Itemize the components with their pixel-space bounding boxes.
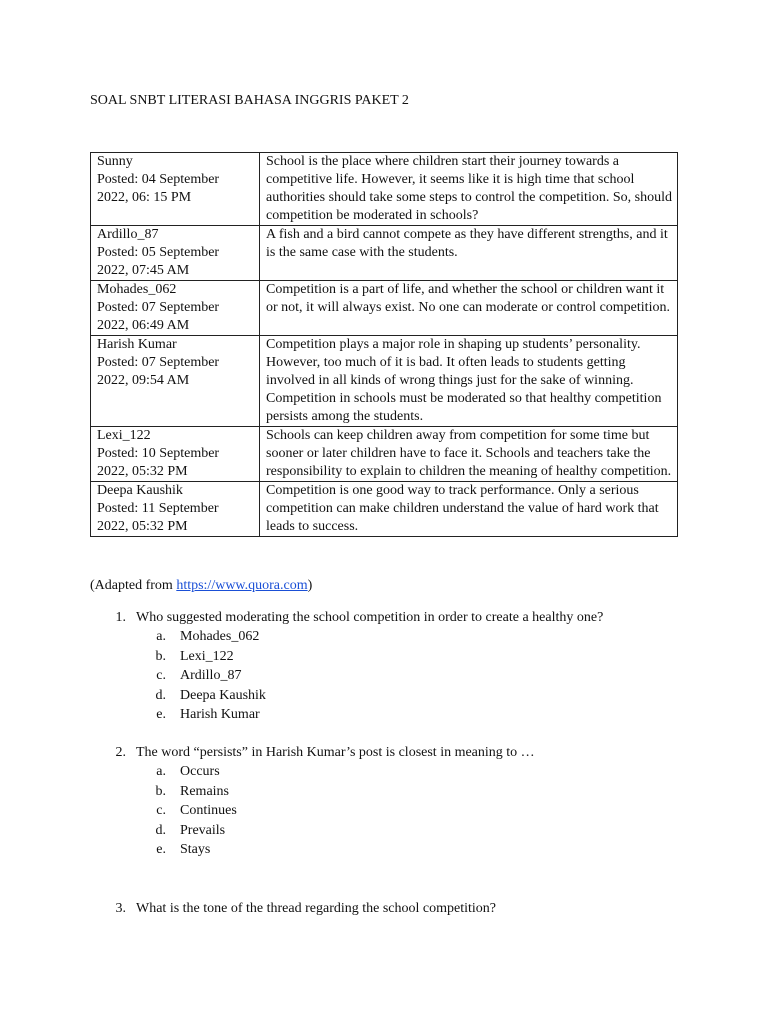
post-author-cell bbox=[91, 226, 260, 281]
option-text: Lexi_122 bbox=[180, 648, 234, 664]
option-letter: a. bbox=[156, 629, 166, 645]
option-letter: a. bbox=[156, 764, 166, 780]
table-row bbox=[91, 226, 678, 281]
page-title: SOAL SNBT LITERASI BAHASA INGGRIS PAKET 2 bbox=[90, 93, 409, 108]
post-author: Harish Kumar bbox=[97, 337, 177, 352]
option-text: Mohades_062 bbox=[180, 629, 260, 645]
post-time: 2022, 07:45 AM bbox=[97, 263, 190, 278]
post-text: Competition is one good way to track performance. Only a serious competition can make children understand the value of hard work that leads to success. bbox=[260, 482, 678, 537]
question-stem bbox=[90, 899, 496, 918]
post-author: Lexi_122 bbox=[97, 428, 151, 443]
answer-option[interactable] bbox=[90, 627, 603, 646]
option-letter: e. bbox=[156, 707, 166, 723]
post-author: Sunny bbox=[97, 154, 133, 169]
post-date: Posted: 05 September bbox=[97, 245, 220, 260]
option-letter: d. bbox=[155, 822, 166, 838]
question-stem bbox=[90, 743, 535, 762]
post-time: 2022, 05:32 PM bbox=[97, 464, 188, 479]
post-author-cell bbox=[91, 281, 260, 336]
question-2 bbox=[90, 743, 535, 859]
post-date: Posted: 07 September bbox=[97, 355, 220, 370]
option-text: Continues bbox=[180, 803, 237, 819]
answer-option[interactable] bbox=[90, 666, 603, 685]
post-time: 2022, 09:54 AM bbox=[97, 373, 190, 388]
answer-option[interactable] bbox=[90, 686, 603, 705]
post-author-cell bbox=[91, 153, 260, 226]
answer-options bbox=[90, 627, 603, 724]
question-text: What is the tone of the thread regarding the school competition? bbox=[136, 901, 496, 916]
source-link[interactable]: https://www.quora.com bbox=[176, 578, 308, 593]
post-author-cell bbox=[91, 427, 260, 482]
option-text: Deepa Kaushik bbox=[180, 687, 266, 703]
answer-option[interactable] bbox=[90, 762, 535, 781]
answer-option[interactable] bbox=[90, 801, 535, 820]
answer-option[interactable] bbox=[90, 840, 535, 859]
post-text: School is the place where children start their journey towards a competitive life. However, it seems like it is high time that school authorities should take some steps to control the competition. So, should competition be moderated in schools? bbox=[260, 153, 678, 226]
question-1 bbox=[90, 608, 603, 724]
option-text: Prevails bbox=[180, 822, 226, 838]
post-author: Deepa Kaushik bbox=[97, 483, 183, 498]
question-3 bbox=[90, 899, 496, 918]
post-author-cell bbox=[91, 336, 260, 427]
option-text: Remains bbox=[180, 783, 229, 799]
option-letter: d. bbox=[155, 687, 166, 703]
question-number: 3. bbox=[115, 901, 126, 916]
option-text: Ardillo_87 bbox=[180, 668, 242, 684]
option-letter: b. bbox=[155, 648, 166, 664]
question-number: 2. bbox=[115, 745, 126, 760]
table-row bbox=[91, 281, 678, 336]
post-text: Competition plays a major role in shaping up students’ personality. However, too much of it is bad. It often leads to students getting involved in all kinds of wrong things just for the sake of winning. Competition in schools must be moderated so that healthy competition persists among the students. bbox=[260, 336, 678, 427]
option-letter: e. bbox=[156, 842, 166, 858]
option-letter: c. bbox=[156, 803, 166, 819]
post-time: 2022, 06: 15 PM bbox=[97, 190, 192, 205]
answer-option[interactable] bbox=[90, 647, 603, 666]
option-text: Harish Kumar bbox=[180, 707, 260, 723]
forum-thread-table bbox=[90, 152, 678, 537]
option-text: Stays bbox=[180, 842, 211, 858]
source-citation bbox=[90, 578, 312, 594]
post-author: Ardillo_87 bbox=[97, 227, 159, 242]
table-row bbox=[91, 336, 678, 427]
source-prefix: (Adapted from bbox=[90, 578, 177, 593]
post-author: Mohades_062 bbox=[97, 282, 177, 297]
question-stem bbox=[90, 608, 603, 627]
table-row bbox=[91, 482, 678, 537]
post-date: Posted: 11 September bbox=[97, 501, 219, 516]
post-time: 2022, 05:32 PM bbox=[97, 519, 188, 534]
option-letter: c. bbox=[156, 668, 166, 684]
table-row bbox=[91, 153, 678, 226]
option-letter: b. bbox=[155, 783, 166, 799]
source-suffix: ) bbox=[307, 578, 313, 593]
post-text: Schools can keep children away from competition for some time but sooner or later children have to face it. Schools and teachers take the responsibility to explain to children the meaning of healthy competition. bbox=[260, 427, 678, 482]
post-date: Posted: 04 September bbox=[97, 172, 220, 187]
post-author-cell bbox=[91, 482, 260, 537]
post-date: Posted: 10 September bbox=[97, 446, 220, 461]
question-number: 1. bbox=[115, 610, 126, 625]
question-text: The word “persists” in Harish Kumar’s post is closest in meaning to … bbox=[136, 745, 535, 760]
post-text: A fish and a bird cannot compete as they have different strengths, and it is the same case with the students. bbox=[260, 226, 678, 281]
post-date: Posted: 07 September bbox=[97, 300, 220, 315]
answer-option[interactable] bbox=[90, 705, 603, 724]
answer-options bbox=[90, 762, 535, 859]
answer-option[interactable] bbox=[90, 821, 535, 840]
answer-option[interactable] bbox=[90, 782, 535, 801]
post-text: Competition is a part of life, and whether the school or children want it or not, it will always exist. No one can moderate or control competition. bbox=[260, 281, 678, 336]
option-text: Occurs bbox=[180, 764, 220, 780]
question-text: Who suggested moderating the school competition in order to create a healthy one? bbox=[136, 610, 604, 625]
table-row bbox=[91, 427, 678, 482]
post-time: 2022, 06:49 AM bbox=[97, 318, 190, 333]
